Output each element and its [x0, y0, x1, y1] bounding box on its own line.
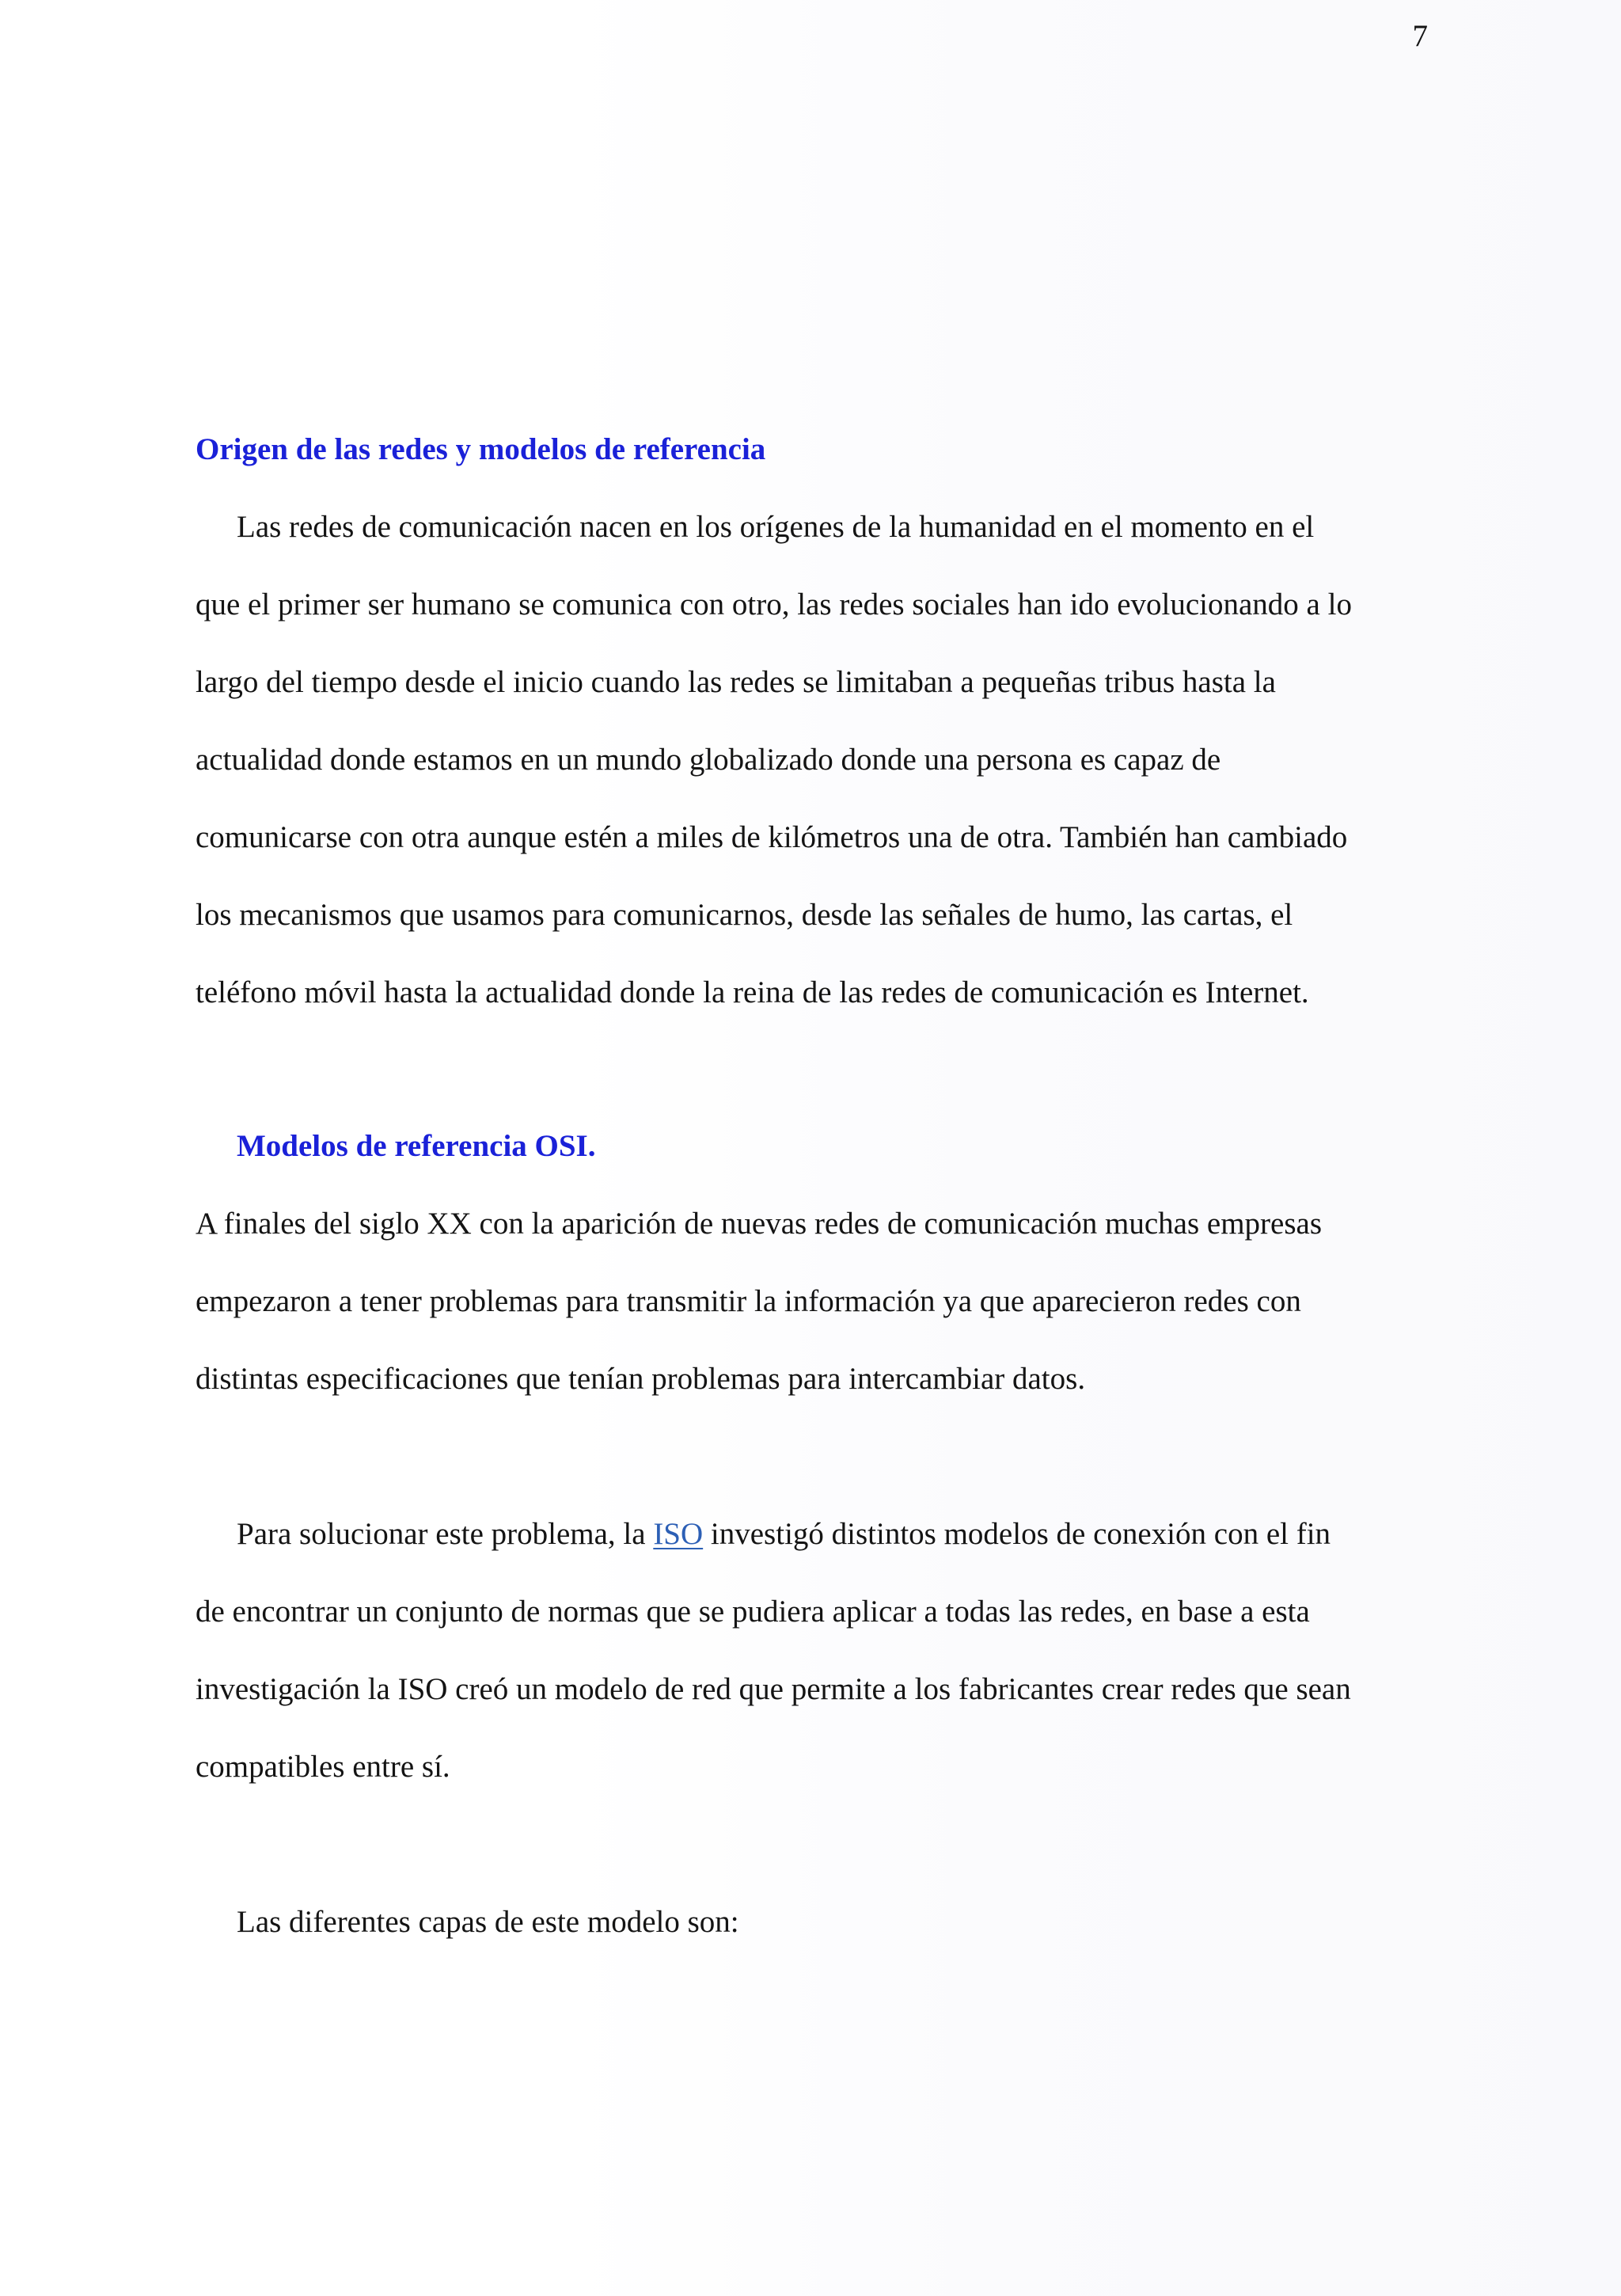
paragraph-line: largo del tiempo desde el inicio cuando las redes se limitaban a pequeñas tribus hasta la [196, 665, 1276, 699]
paragraph-line-with-link [237, 1519, 1331, 1549]
paragraph-line: Las redes de comunicación nacen en los orígenes de la humanidad en el momento en el [237, 510, 1315, 544]
section-heading-osi: Modelos de referencia OSI. [237, 1129, 596, 1163]
text-before-link: Para solucionar este problema, la [237, 1517, 654, 1551]
iso-link[interactable]: ISO [653, 1517, 704, 1551]
paragraph-line: Las diferentes capas de este modelo son: [237, 1905, 739, 1939]
page-number: 7 [1412, 19, 1428, 53]
paragraph-line: teléfono móvil hasta la actualidad donde la reina de las redes de comunicación es Internet. [196, 975, 1309, 1009]
paragraph-line: investigación la ISO creó un modelo de red que permite a los fabricantes crear redes que sean [196, 1672, 1351, 1706]
paragraph-line: compatibles entre sí. [196, 1750, 450, 1784]
paragraph-line: A finales del siglo XX con la aparición de nuevas redes de comunicación muchas empresas [196, 1207, 1323, 1241]
paragraph-line: que el primer ser humano se comunica con otro, las redes sociales han ido evolucionando a lo [196, 587, 1352, 622]
paragraph-line: los mecanismos que usamos para comunicarnos, desde las señales de humo, las cartas, el [196, 898, 1293, 932]
paragraph-line: de encontrar un conjunto de normas que se pudiera aplicar a todas las redes, en base a esta [196, 1595, 1310, 1629]
paragraph-line: comunicarse con otra aunque estén a miles de kilómetros una de otra. También han cambiado [196, 820, 1348, 854]
text-after-link: investigó distintos modelos de conexión con el fin [703, 1517, 1331, 1551]
paragraph-line: actualidad donde estamos en un mundo globalizado donde una persona es capaz de [196, 743, 1221, 777]
paragraph-line: empezaron a tener problemas para transmitir la información ya que aparecieron redes con [196, 1284, 1301, 1318]
paragraph-line: distintas especificaciones que tenían problemas para intercambiar datos. [196, 1362, 1086, 1396]
section-heading-origen: Origen de las redes y modelos de referencia [196, 432, 766, 466]
